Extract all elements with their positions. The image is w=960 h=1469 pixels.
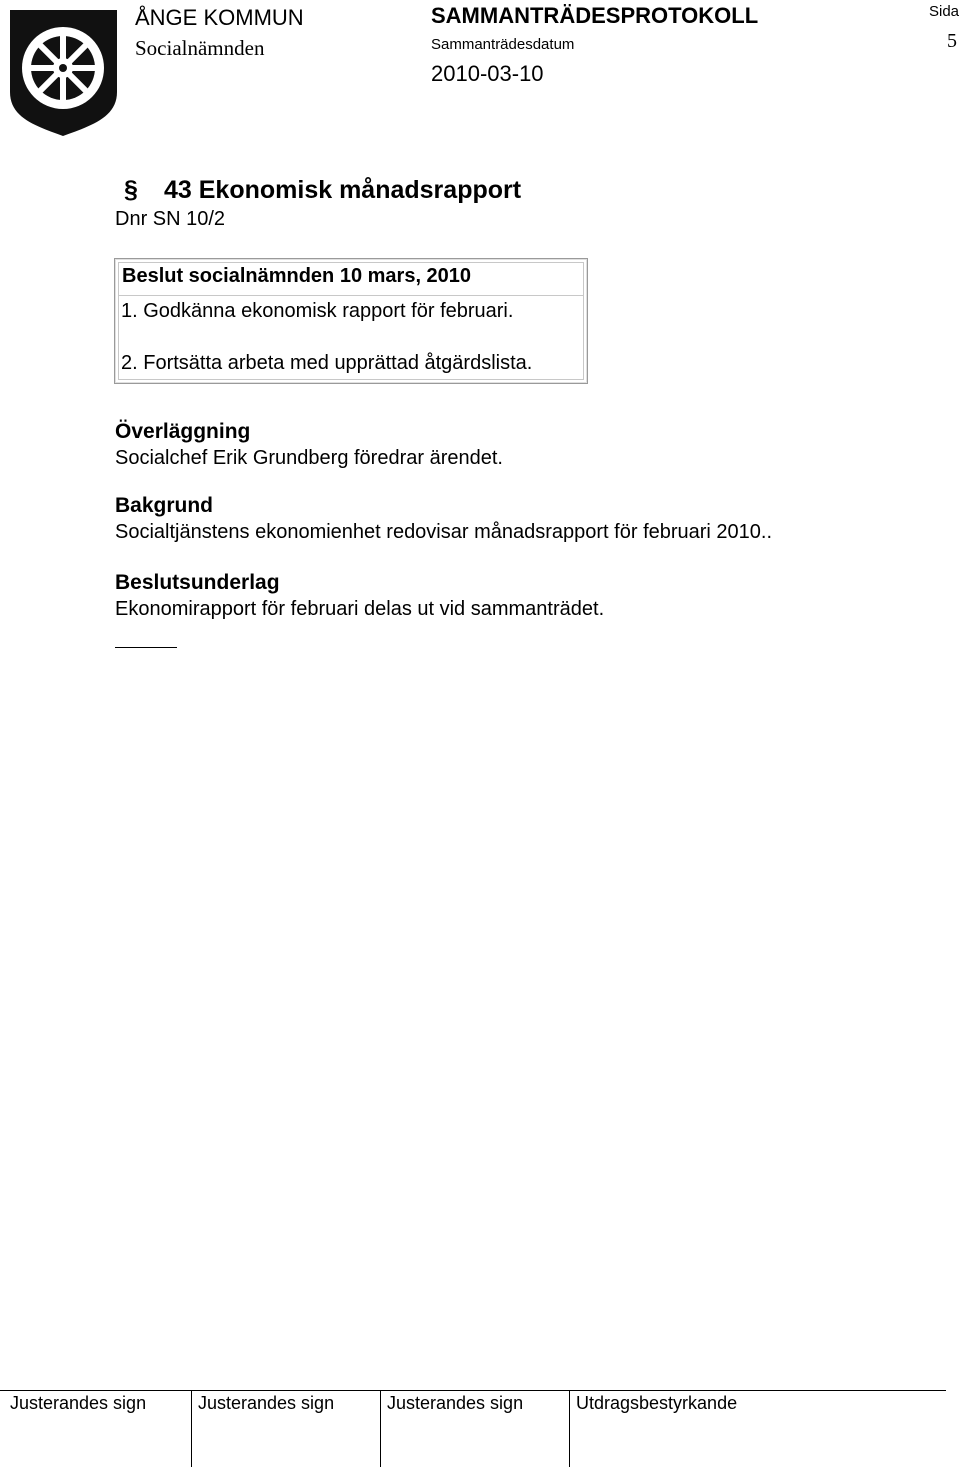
paragraph-title-text: 43 Ekonomisk månadsrapport [164, 176, 522, 204]
municipality-name: ÅNGE KOMMUN [135, 5, 304, 30]
paragraph-title [124, 176, 521, 205]
end-of-paragraph-line [115, 647, 177, 648]
coat-of-arms-logo [6, 6, 121, 138]
page-number: 5 [947, 30, 957, 52]
signature-field-label: Justerandes sign [387, 1393, 524, 1413]
footer-column-divider [380, 1391, 381, 1467]
page-label: Sida [929, 3, 960, 20]
decision-header-divider [118, 295, 584, 296]
case-number: Dnr SN 10/2 [115, 208, 226, 230]
decision-item: 1. Godkänna ekonomisk rapport för februari. [121, 300, 514, 322]
section-text-overlaggning: Socialchef Erik Grundberg föredrar ärendet. [115, 447, 503, 469]
signature-field-label: Justerandes sign [198, 1393, 335, 1413]
section-heading-beslutsunderlag: Beslutsunderlag [115, 571, 280, 594]
committee-name: Socialnämnden [135, 36, 265, 60]
section-heading-bakgrund: Bakgrund [115, 494, 214, 517]
meeting-date: 2010-03-10 [431, 61, 544, 86]
footer-column-divider [569, 1391, 570, 1467]
section-symbol: § [124, 176, 138, 204]
footer-divider [0, 1390, 946, 1391]
section-text-beslutsunderlag: Ekonomirapport för februari delas ut vid sammanträdet. [115, 598, 605, 620]
meeting-date-label: Sammanträdesdatum [431, 36, 575, 53]
decision-item: 2. Fortsätta arbeta med upprättad åtgärdslista. [121, 352, 533, 374]
signature-field-label: Justerandes sign [10, 1393, 147, 1413]
section-heading-overlaggning: Överläggning [115, 420, 251, 443]
certification-field-label: Utdragsbestyrkande [576, 1393, 738, 1413]
footer-column-divider [191, 1391, 192, 1467]
section-text-bakgrund: Socialtjänstens ekonomienhet redovisar månadsrapport för februari 2010.. [115, 521, 773, 543]
decision-title: Beslut socialnämnden 10 mars, 2010 [122, 265, 472, 287]
document-type: SAMMANTRÄDESPROTOKOLL [431, 3, 759, 28]
